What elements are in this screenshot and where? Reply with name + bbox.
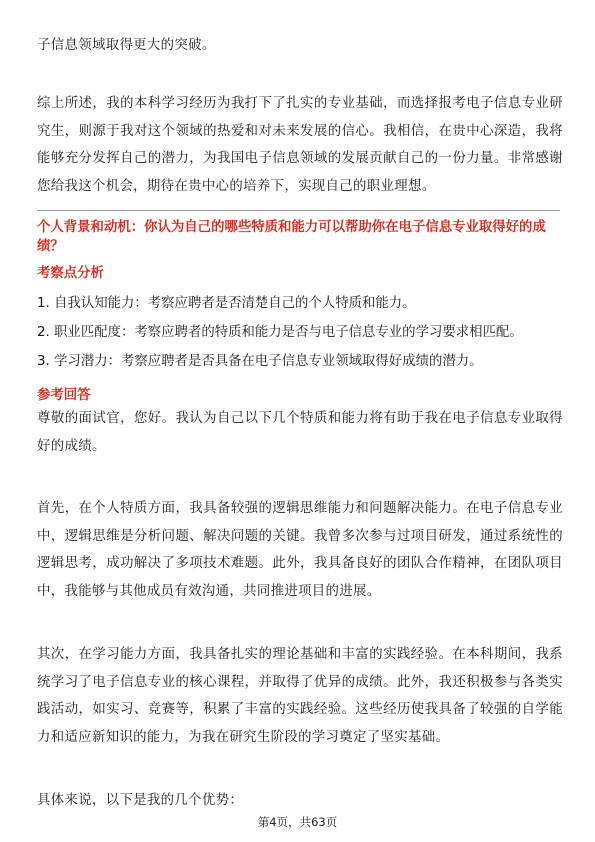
- analysis-point: 1. 自我认知能力：考察应聘者是否清楚自己的个人特质和能力。: [37, 296, 416, 311]
- section-divider: [37, 210, 560, 211]
- analysis-heading: 考察点分析: [37, 266, 104, 281]
- analysis-point: 3. 学习潜力：考察应聘者是否具备在电子信息专业领域取得好成绩的潜力。: [37, 354, 483, 369]
- answer-paragraph-traits: 首先，在个人特质方面，我具备较强的逻辑思维能力和问题解决能力。在电子信息专业中，逻辑思维是分析问题、解决问题的关键。我曾多次参与过项目研发，通过系统性的逻辑思考，成功解决了多项技术难题。此外，我具备良好的团队合作精神，在团队项目中，我能够与其他成员有效沟通，共同推进项目的进展。: [37, 501, 563, 599]
- answer-paragraph-learning: 其次，在学习能力方面，我具备扎实的理论基础和丰富的实践经验。在本科期间，我系统学习了电子信息专业的核心课程，并取得了优异的成绩。此外，我还积极参与各类实践活动，如实习、竞赛等，积累了丰富的实践经验。这些经历使我具备了较强的自学能力和适应新知识的能力，为我在研究生阶段的学习奠定了坚实基础。: [37, 647, 563, 745]
- body-paragraph-summary: 综上所述，我的本科学习经历为我打下了扎实的专业基础，而选择报考电子信息专业研究生，则源于我对这个领域的热爱和对未来发展的信心。我相信，在贵中心深造，我将能够充分发挥自己的潜力，为我国电子信息领域的发展贡献自己的一份力量。非常感谢您给我这个机会，期待在贵中心的培养下，实现自己的职业理想。: [37, 96, 563, 194]
- answer-paragraph-greeting: 尊敬的面试官，您好。我认为自己以下几个特质和能力将有助于我在电子信息专业取得好的成绩。: [37, 411, 563, 454]
- analysis-point: 2. 职业匹配度：考察应聘者的特质和能力是否与电子信息专业的学习要求相匹配。: [37, 325, 523, 340]
- answer-paragraph-advantages-intro: 具体来说，以下是我的几个优势：: [37, 793, 244, 808]
- body-paragraph-intro: 子信息领域取得更大的突破。: [37, 38, 216, 53]
- interview-question: 个人背景和动机：你认为自己的哪些特质和能力可以帮助你在电子信息专业取得好的成绩？: [37, 220, 546, 254]
- answer-heading: 参考回答: [37, 388, 91, 403]
- page-number-footer: 第4页，共63页: [257, 815, 338, 829]
